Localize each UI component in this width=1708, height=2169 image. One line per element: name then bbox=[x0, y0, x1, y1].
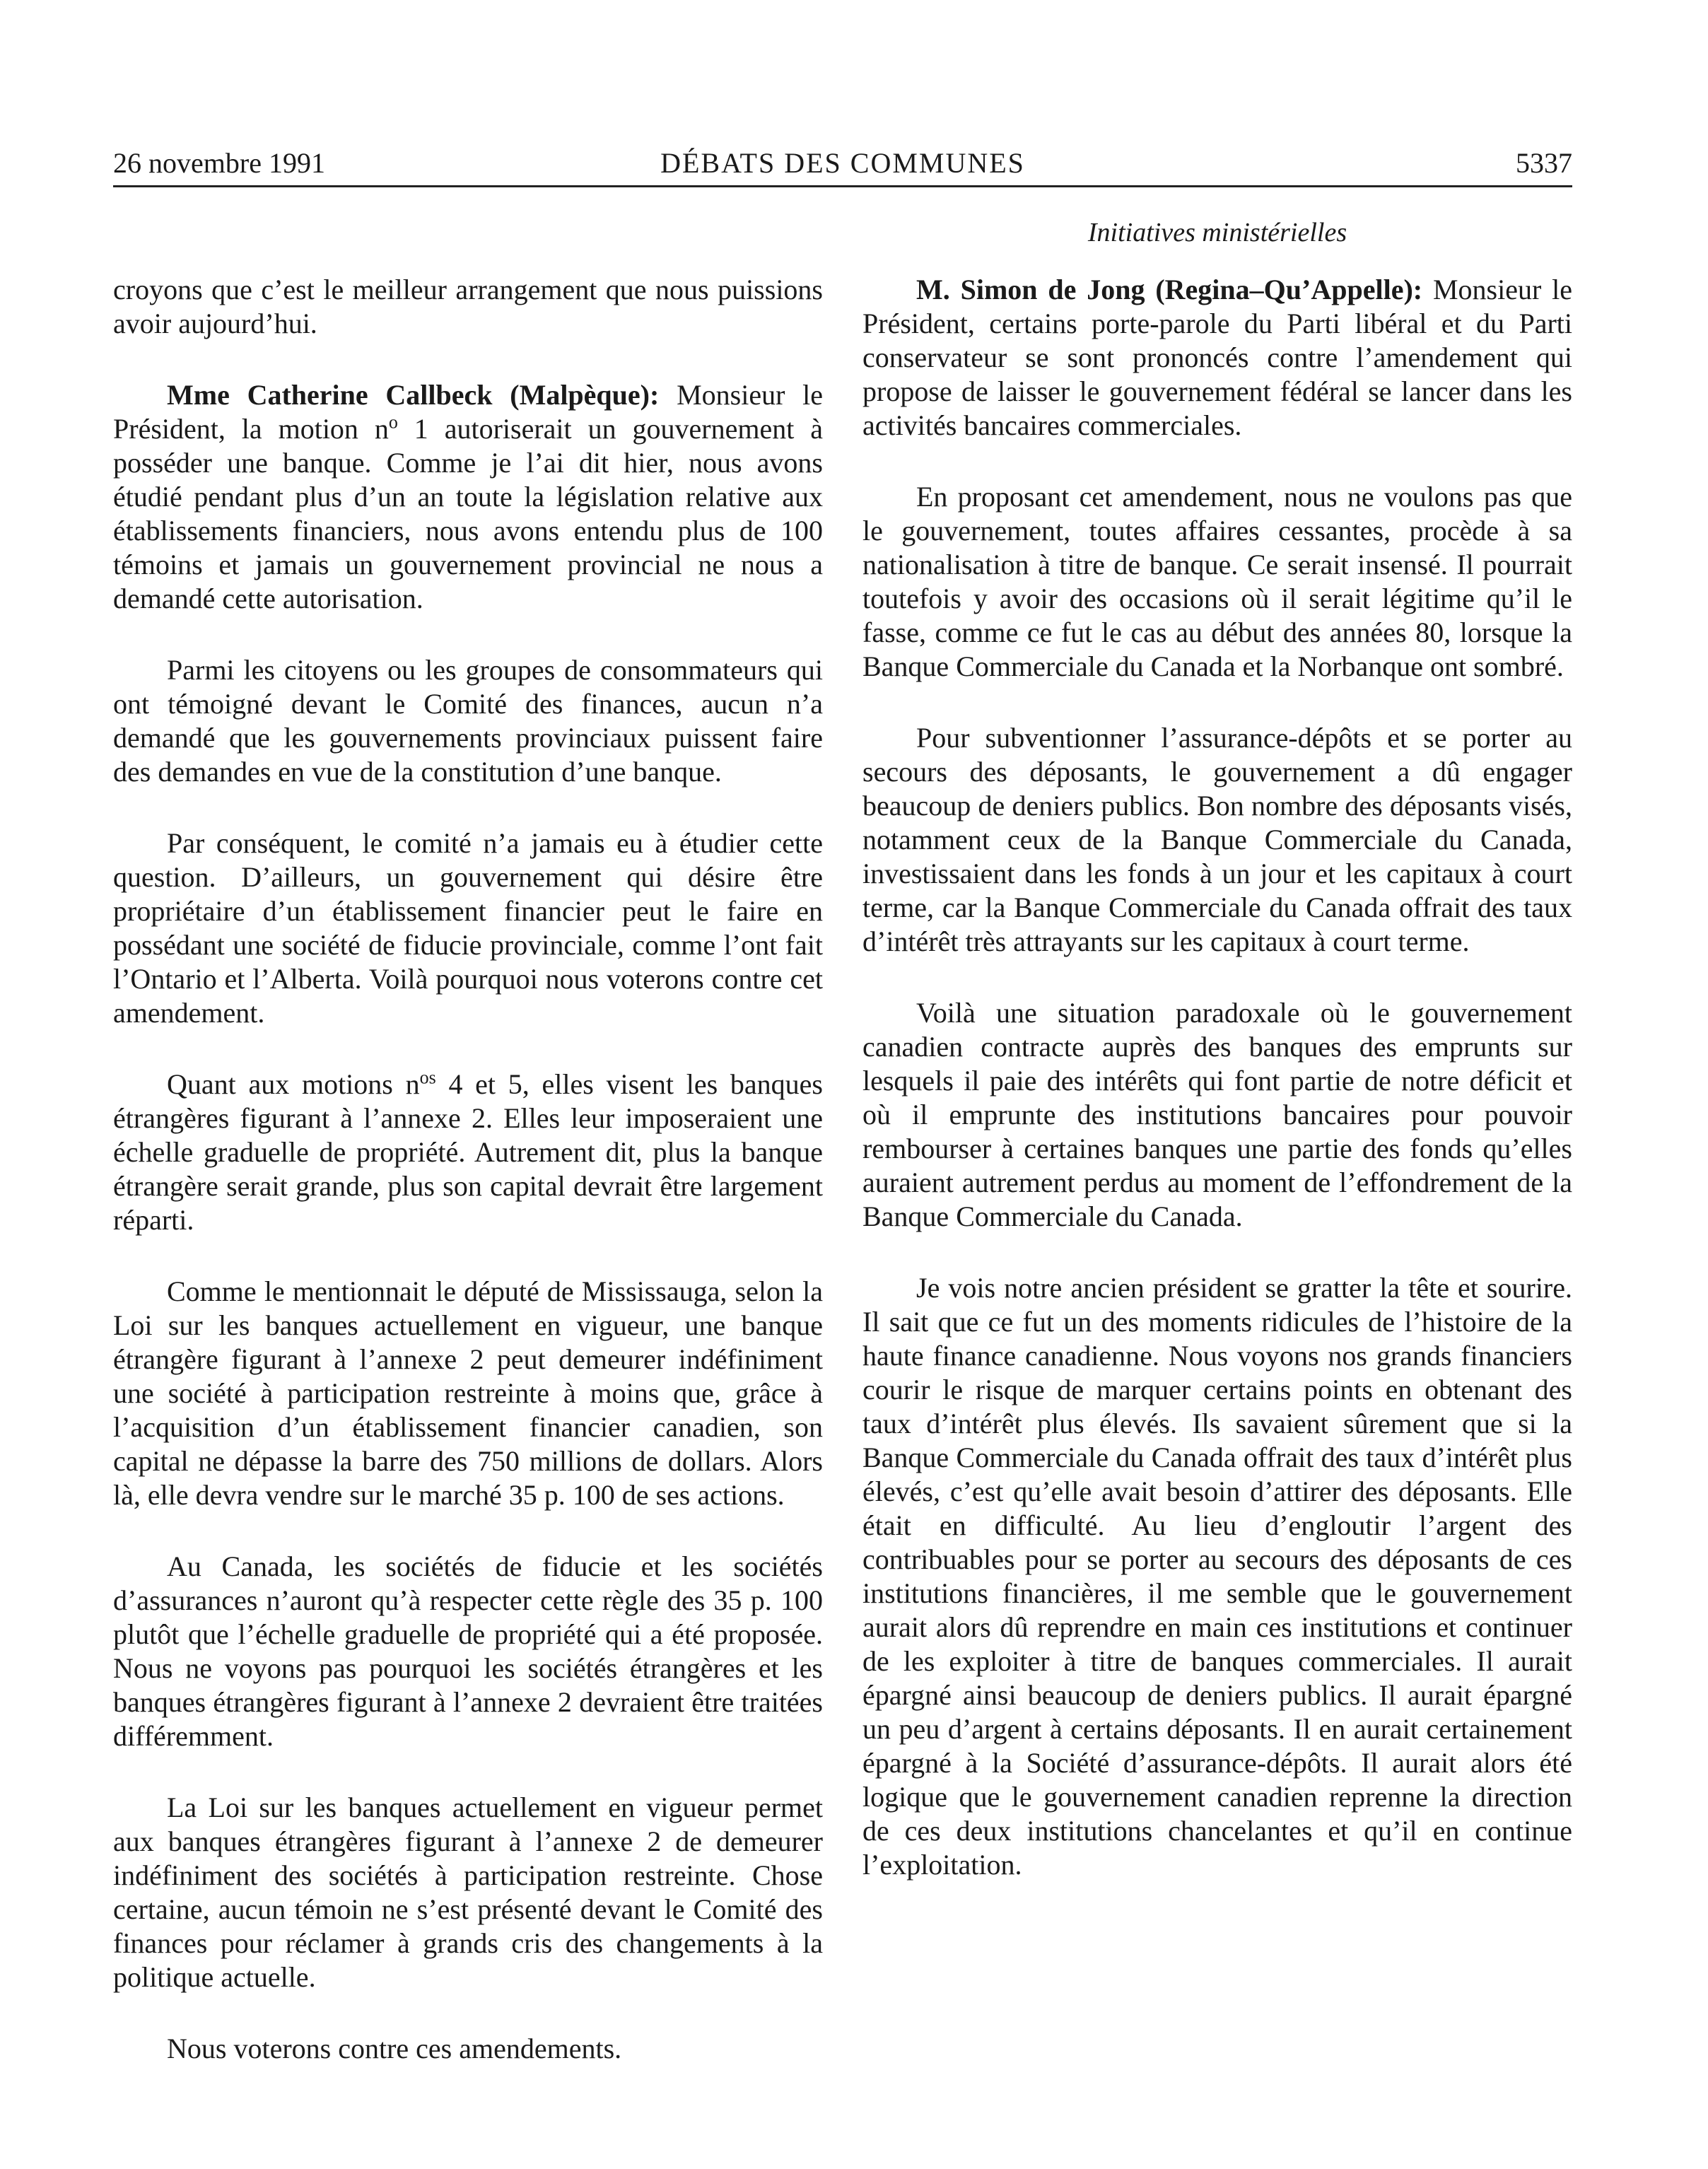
paragraph: Je vois notre ancien président se gratter la tête et sourire. Il sait que ce fut un des moments ridicules de l’histoire de la haute finance canadienne. Nous voyons nos grands financiers courir le risque de marquer certains points en obtenant des taux d’intérêt plus élevés. Ils savaient sûrement que si la Banque Commerciale du Canada offrait des taux d’intérêt plus élevés, c’est qu’elle avait besoin d’attirer des déposants. Elle était en difficulté. Au lieu d’engloutir l’argent des contribuables pour se porter au secours des déposants de ces institutions financières, il me semble que le gouvernement aurait alors dû reprendre en main ces institutions et continuer de les exploiter à titre de banques commerciales. Il aurait épargné ainsi beaucoup de deniers publics. Il aurait épargné un peu d’argent à certains déposants. Il en aurait certainement épargné à la Société d’assurance-dépôts. Il aurait alors été logique que le gouvernement canadien reprenne la direction de ces deux institutions chancelantes et qu’il en continue l’exploitation. bbox=[862, 1272, 1572, 1881]
paragraph-motions bbox=[113, 1068, 823, 1237]
paragraph: Au Canada, les sociétés de fiducie et les sociétés d’assurances n’auront qu’à respecter cette règle des 35 p. 100 plutôt que l’échelle graduelle de propriété qui a été proposée. Nous ne voyons pas pourquoi les sociétés étrangères et les banques étrangères figurant à l’annexe 2 devraient être traitées différemment. bbox=[113, 1550, 823, 1752]
right-column bbox=[862, 273, 1572, 1882]
header-page-number: 5337 bbox=[1516, 147, 1572, 179]
paragraph-text: 4 et 5, elles visent les banques étrangères figurant à l’annexe 2. Elles leur imposeraient une échelle graduelle de propriété. Autrement dit, plus la banque étrangère serait grande, plus son capital devrait être largement réparti. bbox=[113, 1068, 823, 1236]
paragraph: Parmi les citoyens ou les groupes de consommateurs qui ont témoigné devant le Comité des finances, aucun n’a demandé que les gouvernements provinciaux puissent faire des demandes en vue de la constitution d’une banque. bbox=[113, 654, 823, 788]
paragraph-text: 1 autoriserait un gouvernement à posséder une banque. Comme je l’ai dit hier, nous avons étudié pendant plus d’un an toute la législation relative aux établissements financiers, nous avons entendu plus de 100 témoins et jamais un gouvernement provincial ne nous a demandé cette autorisation. bbox=[113, 413, 824, 614]
paragraph-text: Quant aux motions n bbox=[167, 1068, 420, 1100]
section-title: Initiatives ministérielles bbox=[1087, 218, 1347, 247]
header-rule bbox=[113, 185, 1572, 187]
paragraph-de-jong bbox=[862, 273, 1572, 443]
paragraph: Nous voterons contre ces amendements. bbox=[167, 2033, 622, 2064]
superscript: o bbox=[388, 411, 398, 433]
paragraph: Par conséquent, le comité n’a jamais eu à étudier cette question. D’ailleurs, un gouvernement qui désire être propriétaire d’un établissement financier peut le faire en possédant une société de fiducie provinciale, comme l’ont fait l’Ontario et l’Alberta. Voilà pourquoi nous voterons contre cet amendement. bbox=[113, 827, 823, 1029]
left-column bbox=[113, 273, 823, 2066]
paragraph: croyons que c’est le meilleur arrangement que nous puissions avoir aujourd’hui. bbox=[113, 274, 823, 339]
header-date: 26 novembre 1991 bbox=[113, 147, 325, 179]
paragraph: La Loi sur les banques actuellement en vigueur permet aux banques étrangères figurant à l’annexe 2 de demeurer indéfiniment des sociétés à participation restreinte. Chose certaine, aucun témoin ne s’est présenté devant le Comité des finances pour réclamer à grands cris des changements à la politique actuelle. bbox=[113, 1791, 823, 1993]
speaker-name: Mme Catherine Callbeck (Malpèque): bbox=[167, 379, 660, 411]
superscript: os bbox=[419, 1067, 436, 1088]
paragraph: Comme le mentionnait le député de Mississauga, selon la Loi sur les banques actuellement en vigueur, une banque étrangère figurant à l’annexe 2 peut demeurer indéfiniment une société à participation restreinte à moins que, grâce à l’acquisition d’un établissement financier canadien, son capital ne dépasse la barre des 750 millions de dollars. Alors là, elle devra vendre sur le marché 35 p. 100 de ses actions. bbox=[113, 1275, 823, 1511]
paragraph-callbeck bbox=[113, 378, 823, 616]
page-header bbox=[113, 146, 1572, 181]
speaker-name: M. Simon de Jong (Regina–Qu’Appelle): bbox=[916, 274, 1423, 305]
header-journal-title: DÉBATS DES COMMUNES bbox=[660, 147, 1025, 179]
paragraph-text: Monsieur le Président, la motion n bbox=[113, 379, 824, 445]
paragraph: Pour subventionner l’assurance-dépôts et se porter au secours des déposants, le gouvernement a dû engager beaucoup de deniers publics. Bon nombre des déposants visés, notamment ceux de la Banque Commerciale du Canada, investissaient dans les fonds à un jour et les capitaux à court terme, car la Banque Commerciale du Canada offrait des taux d’intérêt très attrayants sur les capitaux à court terme. bbox=[862, 722, 1572, 957]
paragraph: En proposant cet amendement, nous ne voulons pas que le gouvernement, toutes affaires cessantes, procède à sa nationalisation à titre de banque. Ce serait insensé. Il pourrait toutefois y avoir des occasions où il serait légitime qu’il le fasse, comme ce fut le cas au début des années 80, lorsque la Banque Commerciale du Canada et la Norbanque ont sombré. bbox=[862, 481, 1572, 682]
paragraph-text: Monsieur le Président, certains porte-parole du Parti libéral et du Parti conservateur se sont prononcés contre l’amendement qui propose de laisser le gouvernement fédéral se lancer dans les activités bancaires commerciales. bbox=[862, 274, 1573, 441]
paragraph: Voilà une situation paradoxale où le gouvernement canadien contracte auprès des banques des emprunts sur lesquels il paie des intérêts qui font partie de notre déficit et où il emprunte des institutions bancaires pour pouvoir rembourser à certaines banques une partie des fonds qu’elles auraient autrement perdus au moment de l’effondrement de la Banque Commerciale du Canada. bbox=[862, 997, 1572, 1232]
